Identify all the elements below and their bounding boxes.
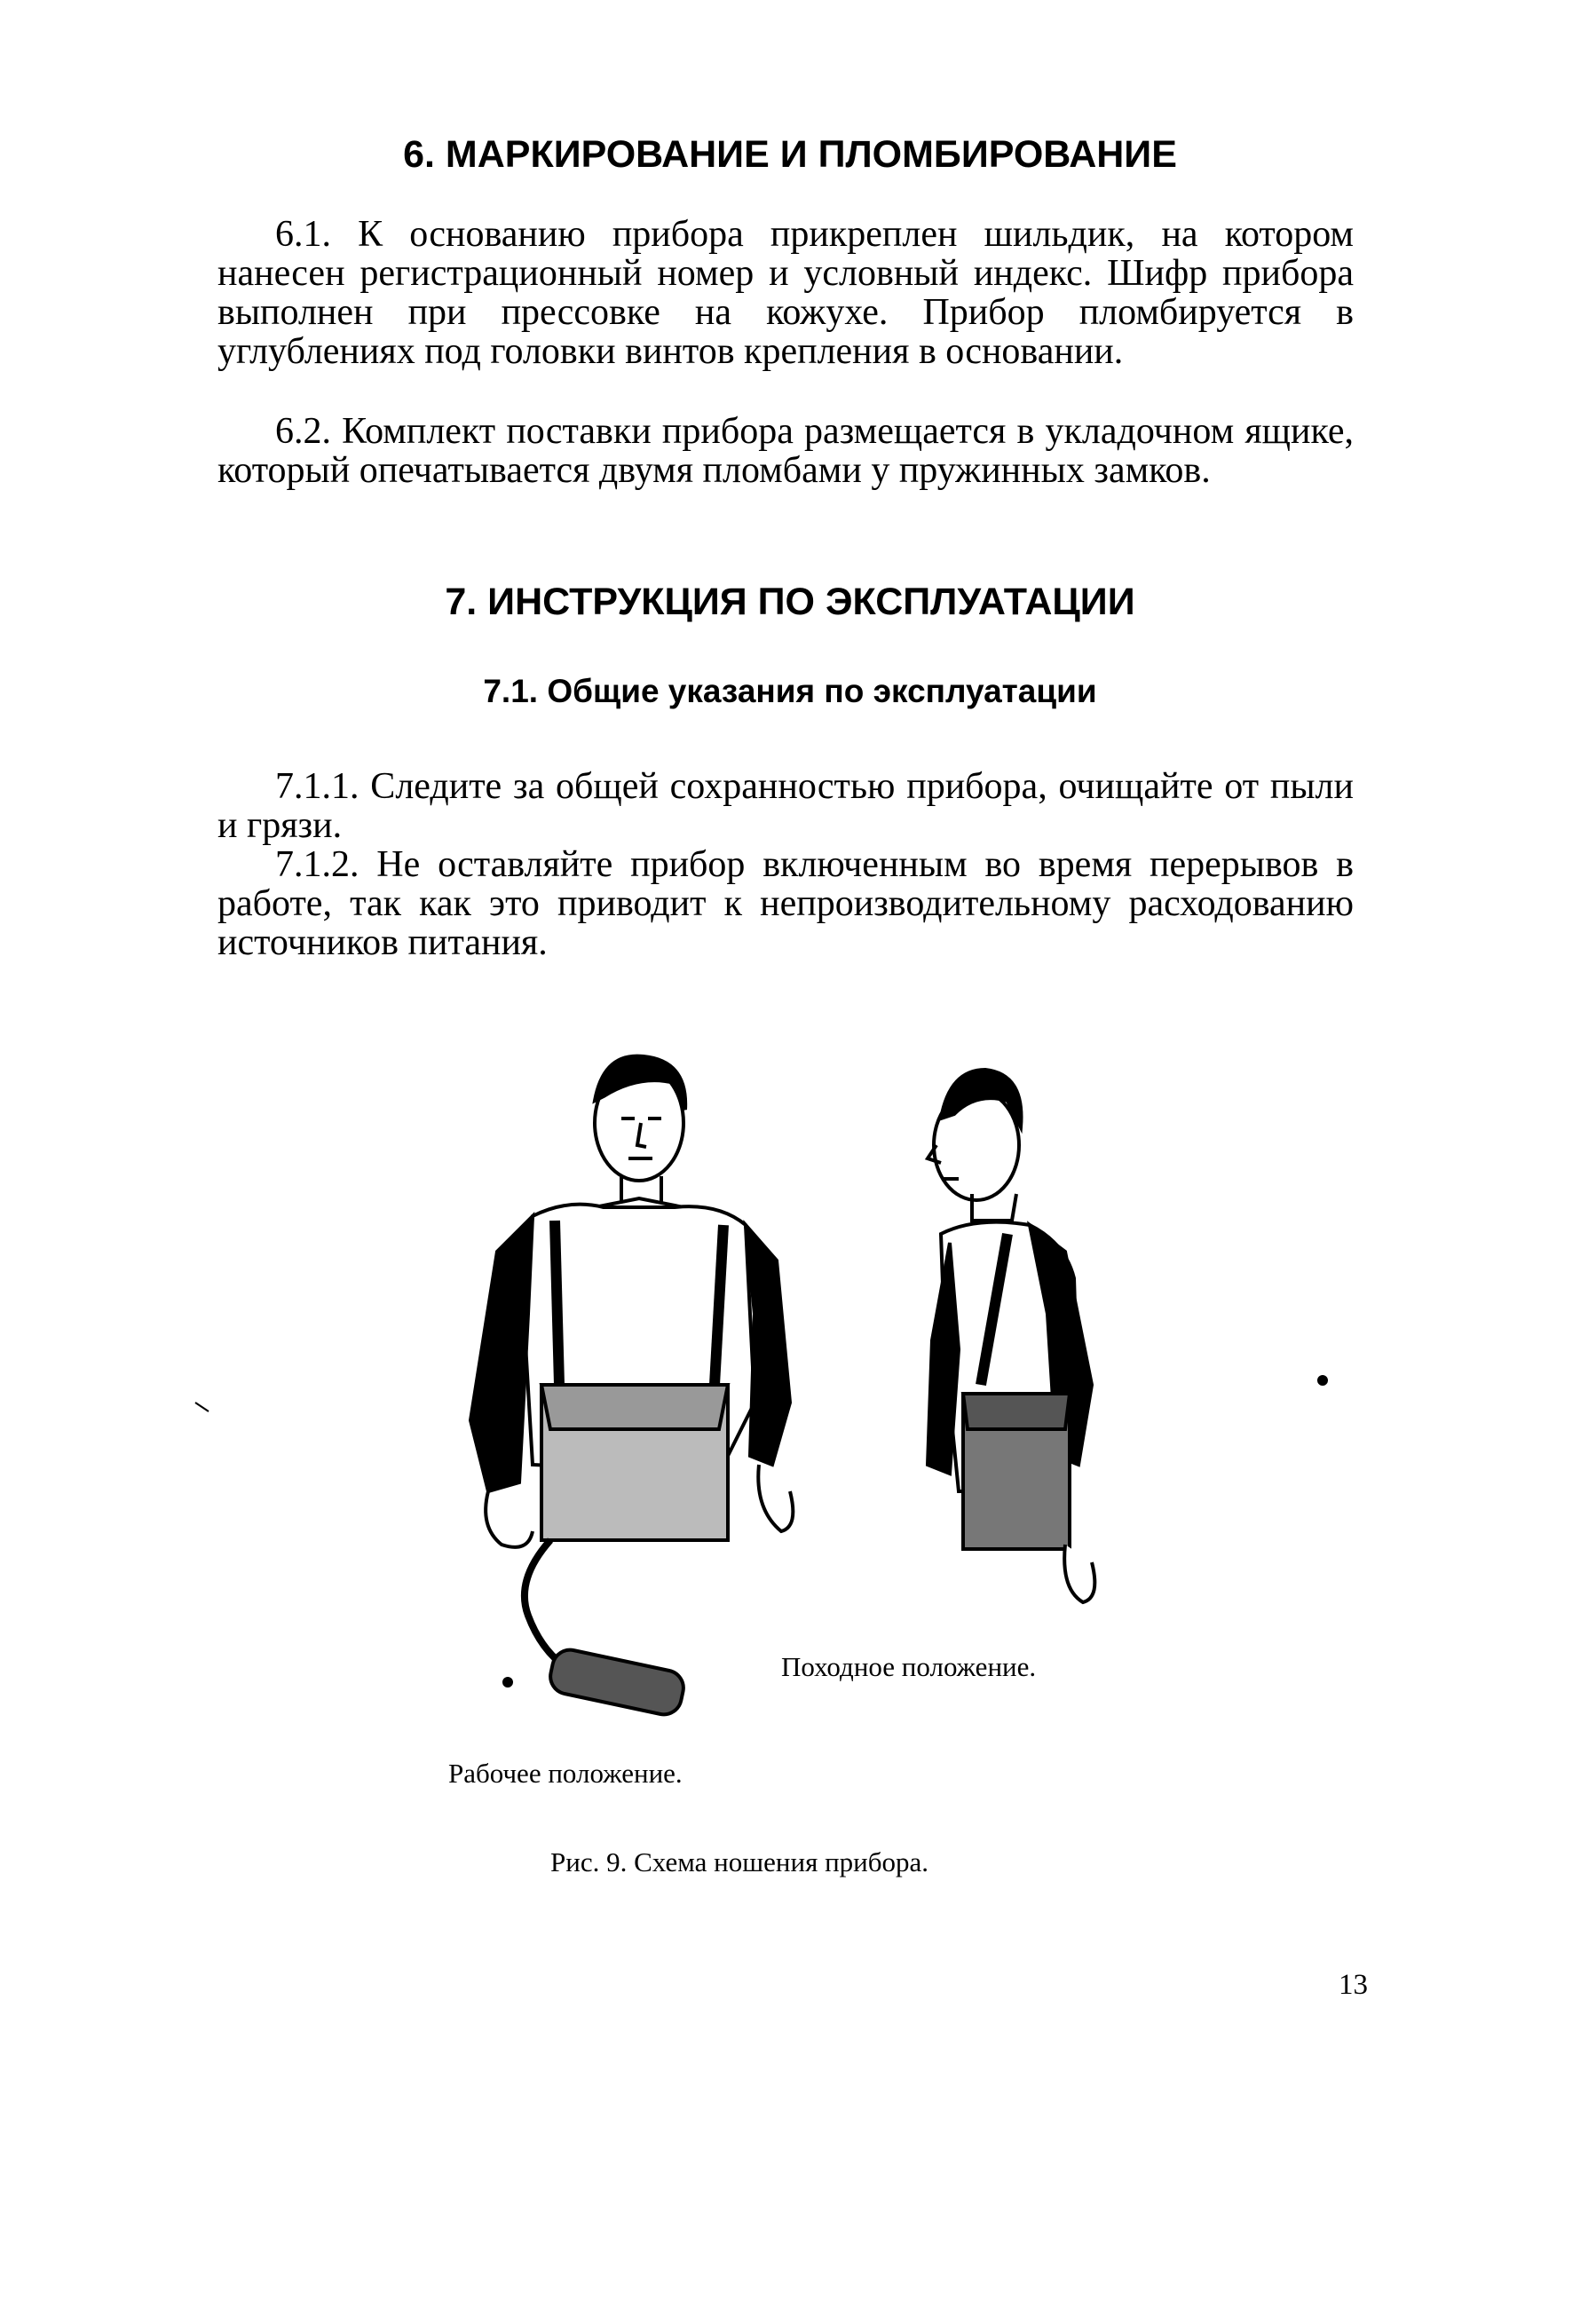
caption-marching-position: Походное положение. <box>781 1651 1037 1682</box>
working-position-figure <box>470 1056 793 1718</box>
paragraph-7-1-2-text: 7.1.2. Не оставляйте прибор включенным во время перерывов в работе, так как это приводит к непроизводительному расходованию источников питания. <box>217 844 1354 963</box>
paragraph-6-2 <box>217 412 1354 490</box>
section-7-heading: 7. ИНСТРУКЦИЯ ПО ЭКСПЛУАТАЦИИ <box>445 581 1135 623</box>
paragraph-7-1-2 <box>217 845 1354 962</box>
paragraph-6-1 <box>217 215 1354 371</box>
paragraph-6-2-text: 6.2. Комплект поставки прибора размещается в укладочном ящике, который опечатывается двумя пломбами у пружинных замков. <box>217 411 1354 491</box>
figure-caption: Рис. 9. Схема ношения прибора. <box>550 1846 929 1877</box>
paragraph-7-1-1-text: 7.1.1. Следите за общей сохранностью прибора, очищайте от пыли и грязи. <box>217 766 1354 846</box>
marching-position-figure <box>928 1070 1094 1602</box>
page-number: 13 <box>1339 1969 1368 2001</box>
section-7-1-subheading: 7.1. Общие указания по эксплуатации <box>483 673 1097 709</box>
paragraph-7-1-1 <box>217 767 1354 845</box>
section-6-heading: 6. МАРКИРОВАНИЕ И ПЛОМБИРОВАНИЕ <box>403 133 1177 176</box>
caption-working-position: Рабочее положение. <box>448 1758 683 1789</box>
paragraph-6-1-text: 6.1. К основанию прибора прикреплен шильдик, на котором нанесен регистрационный номер и условный индекс. Шифр прибора выполнен при прессовке на кожухе. Прибор пломбируется в углублениях под головки винтов крепления в основании. <box>217 214 1354 372</box>
